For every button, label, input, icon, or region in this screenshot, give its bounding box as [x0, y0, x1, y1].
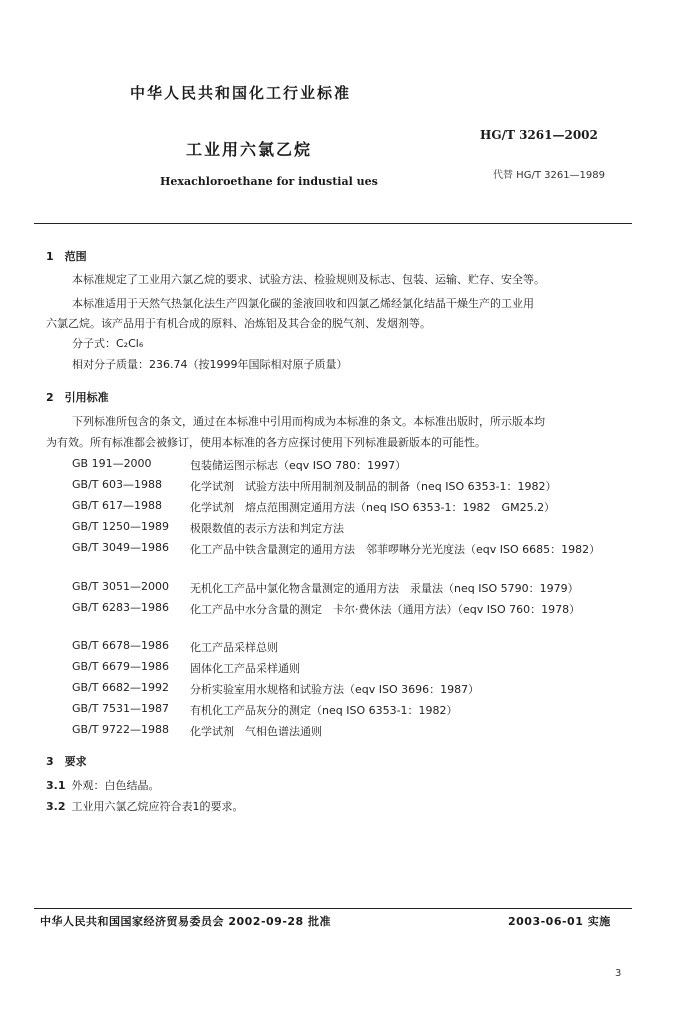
molecular-formula: 分子式：C₂Cl₆	[72, 337, 144, 350]
reference-title: 包装储运图示标志（eqv ISO 780：1997）	[190, 459, 407, 472]
reference-code: GB/T 3049—1986	[72, 541, 169, 554]
reference-code: GB/T 6678—1986	[72, 639, 169, 652]
reference-code: GB/T 603—1988	[72, 478, 162, 491]
implementation-date: 2003-06-01 实施	[508, 915, 611, 928]
reference-title: 固体化工产品采样通则	[190, 662, 300, 675]
scope-paragraph-2b: 六氯乙烷。该产品用于有机合成的原料、冶炼铝及其合金的脱气剂、发烟剂等。	[46, 317, 431, 330]
reference-title: 化工产品中铁含量测定的通用方法 邻菲啰啉分光光度法（eqv ISO 6685：1982）	[190, 543, 601, 556]
reference-code: GB/T 1250—1989	[72, 520, 169, 533]
reference-title: 化学试剂 试验方法中所用制剂及制品的制备（neq ISO 6353-1：1982）	[190, 480, 557, 493]
reference-title: 化工产品中水分含量的测定 卡尔·费休法（通用方法）（eqv ISO 760：1978）	[190, 603, 581, 616]
document-title-en: Hexachloroethane for industial ues	[160, 175, 378, 188]
reference-title: 化学试剂 气相色谱法通则	[190, 725, 322, 738]
document-title-cn: 工业用六氯乙烷	[186, 140, 313, 159]
requirement-3-1	[46, 777, 160, 793]
reference-code: GB/T 9722—1988	[72, 723, 169, 736]
reference-title: 无机化工产品中氯化物含量测定的通用方法 汞量法（neq ISO 5790：1979）	[190, 582, 579, 595]
standard-code: HG/T 3261—2002	[480, 128, 598, 142]
requirement-number: 3.2	[46, 800, 66, 813]
page-number: 3	[615, 968, 622, 979]
reference-code: GB/T 617—1988	[72, 499, 162, 512]
reference-code: GB/T 7531—1987	[72, 702, 169, 715]
reference-title: 化学试剂 熔点范围测定通用方法（neq ISO 6353-1：1982 GM25.2）	[190, 501, 556, 514]
requirement-3-2	[46, 798, 244, 814]
issuing-organization: 中华人民共和国化工行业标准	[130, 84, 352, 102]
reference-code: GB 191—2000	[72, 457, 152, 470]
replaces-standard: 代替 HG/T 3261—1989	[493, 170, 606, 181]
requirement-text: 工业用六氯乙烷应符合表1的要求。	[71, 800, 244, 813]
reference-code: GB/T 6679—1986	[72, 660, 169, 673]
reference-title: 极限数值的表示方法和判定方法	[190, 522, 344, 535]
scope-paragraph-1: 本标准规定了工业用六氯乙烷的要求、试验方法、检验规则及标志、包装、运输、贮存、安全等。	[72, 273, 545, 286]
reference-title: 化工产品采样总则	[190, 641, 278, 654]
approval-line: 中华人民共和国国家经济贸易委员会 2002-09-28 批准	[40, 915, 332, 928]
header-divider	[34, 223, 632, 224]
section-3-heading: 3 要求	[46, 755, 87, 768]
reference-code: GB/T 3051—2000	[72, 580, 169, 593]
reference-code: GB/T 6682—1992	[72, 681, 169, 694]
section-1-heading: 1 范围	[46, 250, 87, 263]
requirement-text: 外观：白色结晶。	[71, 779, 160, 792]
footer-divider	[34, 908, 632, 909]
reference-code: GB/T 6283—1986	[72, 601, 169, 614]
scope-paragraph-2a: 本标准适用于天然气热氯化法生产四氯化碳的釜液回收和四氯乙烯经氯化结晶干燥生产的工业用	[72, 297, 534, 310]
molecular-mass: 相对分子质量：236.74（按1999年国际相对原子质量）	[72, 358, 348, 371]
references-paragraph-b: 为有效。所有标准都会被修订，使用本标准的各方应探讨使用下列标准最新版本的可能性。	[46, 436, 486, 449]
section-2-heading: 2 引用标准	[46, 391, 109, 404]
references-paragraph-a: 下列标准所包含的条文，通过在本标准中引用而构成为本标准的条文。本标准出版时，所示版本均	[72, 415, 545, 428]
requirement-number: 3.1	[46, 779, 66, 792]
reference-title: 有机化工产品灰分的测定（neq ISO 6353-1：1982）	[190, 704, 458, 717]
reference-title: 分析实验室用水规格和试验方法（eqv ISO 3696：1987）	[190, 683, 480, 696]
